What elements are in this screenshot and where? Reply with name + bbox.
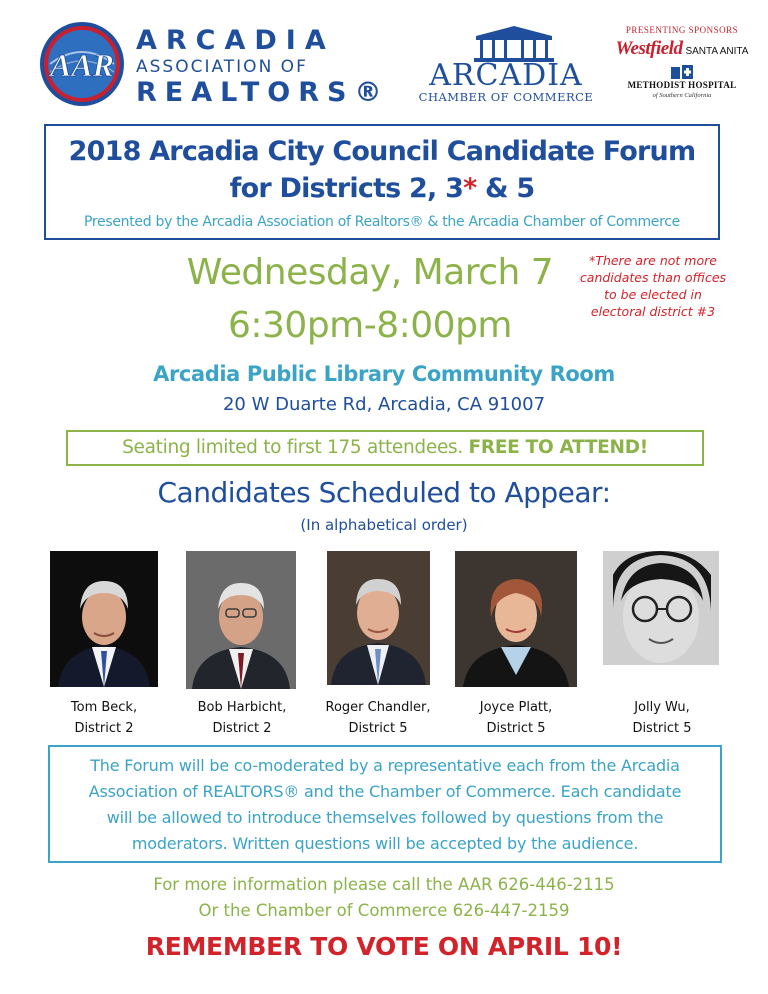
districts-text-end: & 5 — [476, 173, 535, 204]
candidates-heading: Candidates Scheduled to Appear: — [157, 476, 611, 509]
hospital-icon — [671, 65, 693, 79]
candidate-district: District 5 — [348, 721, 408, 736]
candidate-caption — [34, 697, 174, 739]
westfield-location: SANTA ANITA — [685, 46, 749, 57]
candidate-photo-tom-beck — [50, 551, 158, 687]
event-date: Wednesday, March 7 — [186, 252, 554, 293]
chamber-logo-subtitle: CHAMBER OF COMMERCE — [418, 90, 594, 104]
event-time: 6:30pm-8:00pm — [227, 305, 512, 346]
forum-title: 2018 Arcadia City Council Candidate Forum — [68, 136, 696, 167]
forum-text-line: moderators. Written questions will be accepted by the audience. — [131, 834, 639, 853]
seating-text: Seating limited to first 175 attendees. — [122, 437, 469, 458]
candidate-photo-roger-chandler — [327, 551, 430, 685]
forum-text-line: The Forum will be co-moderated by a representative each from the Arcadia — [90, 756, 680, 775]
districts-text: for Districts 2, 3 — [229, 173, 464, 204]
candidate-district: District 5 — [632, 721, 692, 736]
district-3-note: *There are not more candidates than offices to be elected in electoral district #3 — [579, 253, 727, 319]
candidate-name: Joyce Platt, — [479, 700, 553, 715]
candidate-caption — [592, 697, 732, 739]
forum-text-line: Association of REALTORS® and the Chamber of Commerce. Each candidate — [88, 782, 682, 801]
candidate-name: Bob Harbicht, — [197, 700, 287, 715]
svg-text:AAR: AAR — [49, 47, 115, 83]
candidate-district: District 2 — [74, 721, 134, 736]
asterisk-mark: * — [463, 173, 477, 204]
aar-logo-seal — [38, 20, 126, 108]
contact-chamber: Or the Chamber of Commerce 626-447-2159 — [198, 901, 570, 920]
aar-logo-text — [136, 26, 389, 107]
candidate-caption — [308, 697, 448, 739]
candidate-photo-joyce-platt — [455, 551, 577, 687]
candidate-caption — [172, 697, 312, 739]
forum-title-districts — [46, 173, 718, 204]
methodist-hospital-sub: of Southern California — [652, 92, 712, 99]
candidate-photo-jolly-wu — [603, 551, 719, 665]
title-box — [44, 124, 720, 240]
contact-aar: For more information please call the AAR 626-446-2115 — [153, 875, 615, 894]
aar-logo-line1: ARCADIA — [136, 25, 335, 56]
candidate-photo-bob-harbicht — [186, 551, 296, 689]
westfield-brand: Westfield — [615, 38, 683, 59]
candidates-subheading: (In alphabetical order) — [300, 516, 468, 534]
westfield-logo — [612, 38, 752, 60]
candidate-name: Tom Beck, — [70, 700, 138, 715]
free-to-attend: FREE TO ATTEND! — [468, 437, 648, 458]
forum-description-box — [48, 745, 722, 863]
presented-by: Presented by the Arcadia Association of Realtors® & the Arcadia Chamber of Commerce — [84, 214, 680, 230]
candidate-district: District 2 — [212, 721, 272, 736]
aar-logo-line3: REALTORS® — [136, 77, 390, 108]
chamber-logo-name: ARCADIA — [429, 58, 583, 93]
methodist-hospital-name: METHODIST HOSPITAL — [627, 80, 737, 90]
seating-box — [66, 430, 704, 466]
aar-logo-line2: ASSOCIATION OF — [136, 57, 308, 77]
candidate-caption — [446, 697, 586, 739]
event-address: 20 W Duarte Rd, Arcadia, CA 91007 — [222, 394, 546, 415]
sponsors-heading: PRESENTING SPONSORS — [625, 25, 739, 35]
vote-reminder: REMEMBER TO VOTE ON APRIL 10! — [145, 932, 623, 961]
candidate-name: Roger Chandler, — [325, 700, 431, 715]
candidate-district: District 5 — [486, 721, 546, 736]
candidate-name: Jolly Wu, — [634, 700, 690, 715]
event-venue: Arcadia Public Library Community Room — [153, 362, 615, 386]
forum-text-line: will be allowed to introduce themselves followed by questions from the — [106, 808, 664, 827]
